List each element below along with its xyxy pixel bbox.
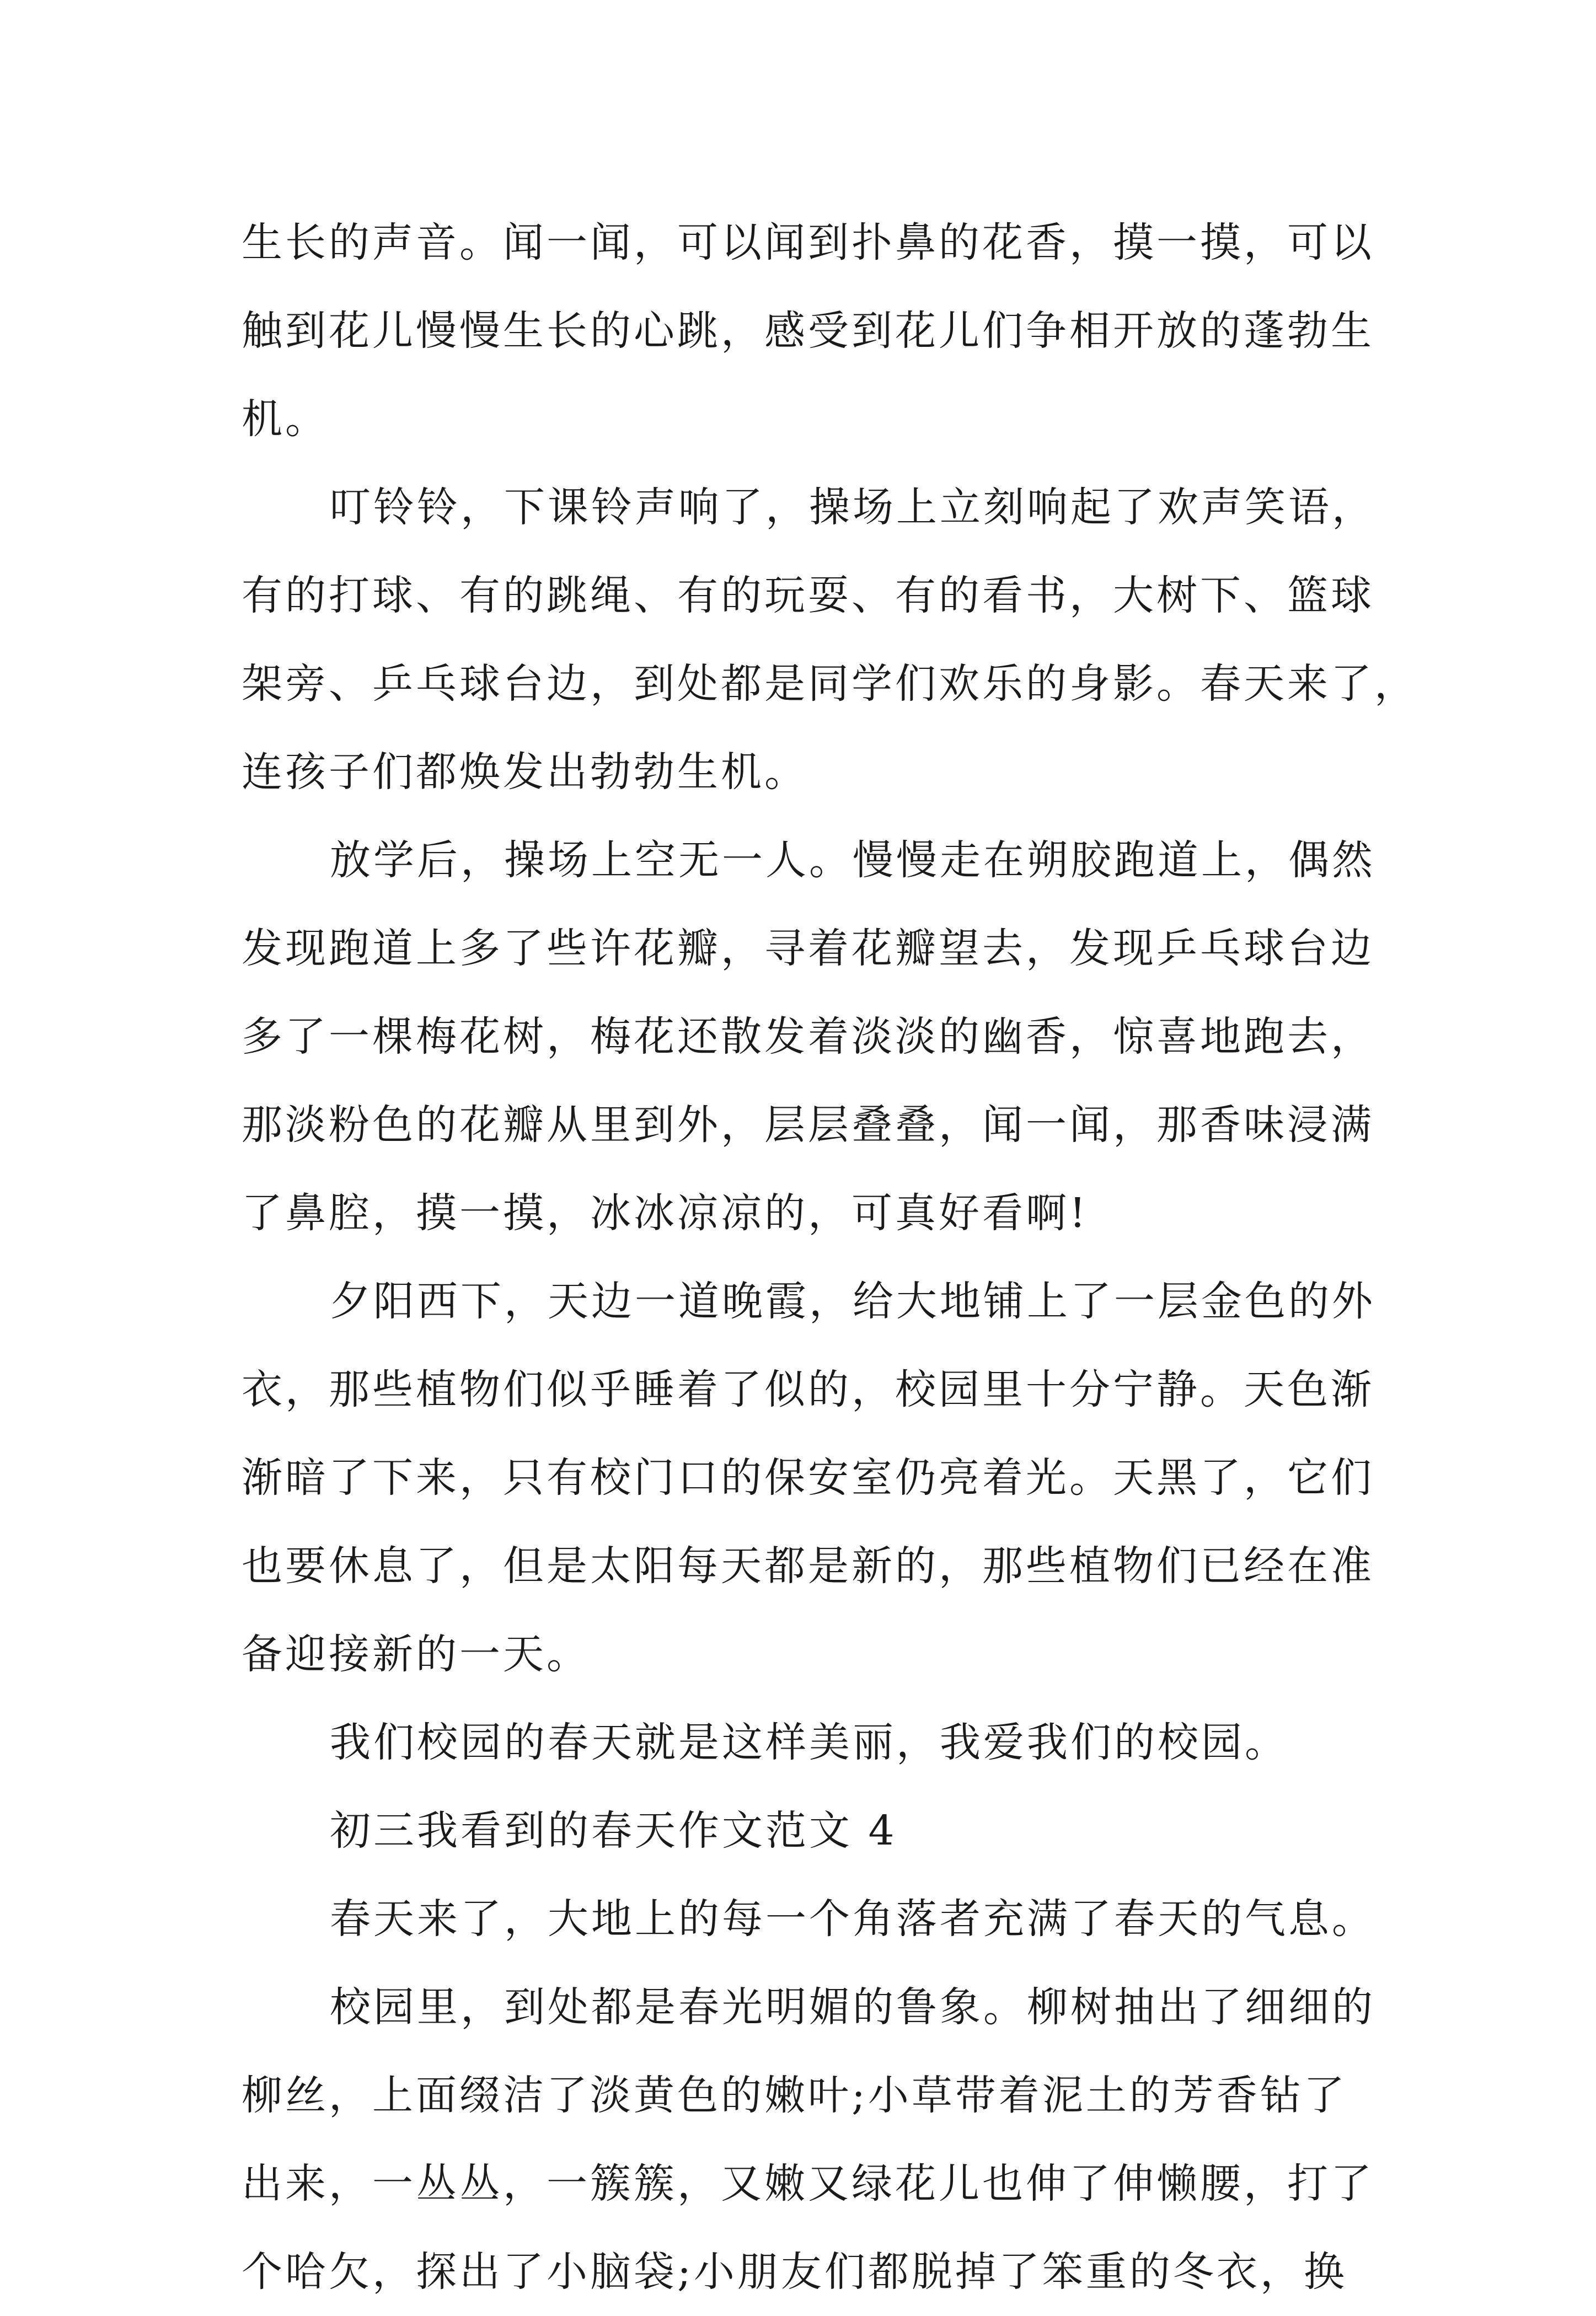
text-line: 生长的声音。闻一闻，可以闻到扑鼻的花香，摸一摸，可以 — [242, 219, 1374, 266]
text-line: 多了一棵梅花树，梅花还散发着淡淡的幽香，惊喜地跑去， — [242, 1013, 1374, 1060]
text-line: 备迎接新的一天。 — [242, 1631, 590, 1678]
text-line: 初三我看到的春天作文范文 4 — [330, 1807, 897, 1854]
text-line: 出来，一丛丛，一簇簇，又嫩又绿花儿也伸了伸懒腰，打了 — [242, 2160, 1374, 2207]
text-line: 夕阳西下，天边一道晚霞，给大地铺上了一层金色的外 — [330, 1278, 1375, 1325]
text-line: 春天来了，大地上的每一个角落者充满了春天的气息。 — [330, 1895, 1375, 1943]
text-line: 有的打球、有的跳绳、有的玩耍、有的看书，大树下、篮球 — [242, 572, 1374, 619]
text-line: 衣，那些植物们似乎睡着了似的，校园里十分宁静。天色渐 — [242, 1366, 1374, 1413]
text-line: 柳丝，上面缀洁了淡黄色的嫩叶;小草带着泥土的芳香钻了 — [242, 2072, 1347, 2119]
text-line: 架旁、乒乓球台边，到处都是同学们欢乐的身影。春天来了， — [242, 660, 1418, 707]
text-line: 触到花儿慢慢生长的心跳，感受到花儿们争相开放的蓬勃生 — [242, 307, 1374, 355]
text-line: 放学后，操场上空无一人。慢慢走在朔胶跑道上，偶然 — [330, 837, 1375, 884]
text-line: 个哈欠，探出了小脑袋;小朋友们都脱掉了笨重的冬衣，换 — [242, 2248, 1347, 2296]
text-line: 叮铃铃，下课铃声响了，操场上立刻响起了欢声笑语， — [330, 484, 1375, 531]
text-line: 机。 — [242, 395, 329, 443]
body-text — [242, 199, 1418, 2316]
text-line: 我们校园的春天就是这样美丽，我爱我们的校园。 — [330, 1719, 1288, 1766]
text-line: 那淡粉色的花瓣从里到外，层层叠叠，闻一闻，那香味浸满 — [242, 1101, 1374, 1149]
text-line: 发现跑道上多了些许花瓣，寻着花瓣望去，发现乒乓球台边 — [242, 925, 1374, 972]
text-line: 校园里，到处都是春光明媚的鲁象。柳树抽出了细细的 — [330, 1983, 1375, 2031]
text-line: 了鼻腔，摸一摸，冰冰凉凉的，可真好看啊! — [242, 1189, 1089, 1237]
text-line: 也要休息了，但是太阳每天都是新的，那些植物们已经在准 — [242, 1542, 1374, 1590]
text-line: 连孩子们都焕发出勃勃生机。 — [242, 748, 808, 796]
text-line: 渐暗了下来，只有校门口的保安室仍亮着光。天黑了，它们 — [242, 1454, 1374, 1502]
